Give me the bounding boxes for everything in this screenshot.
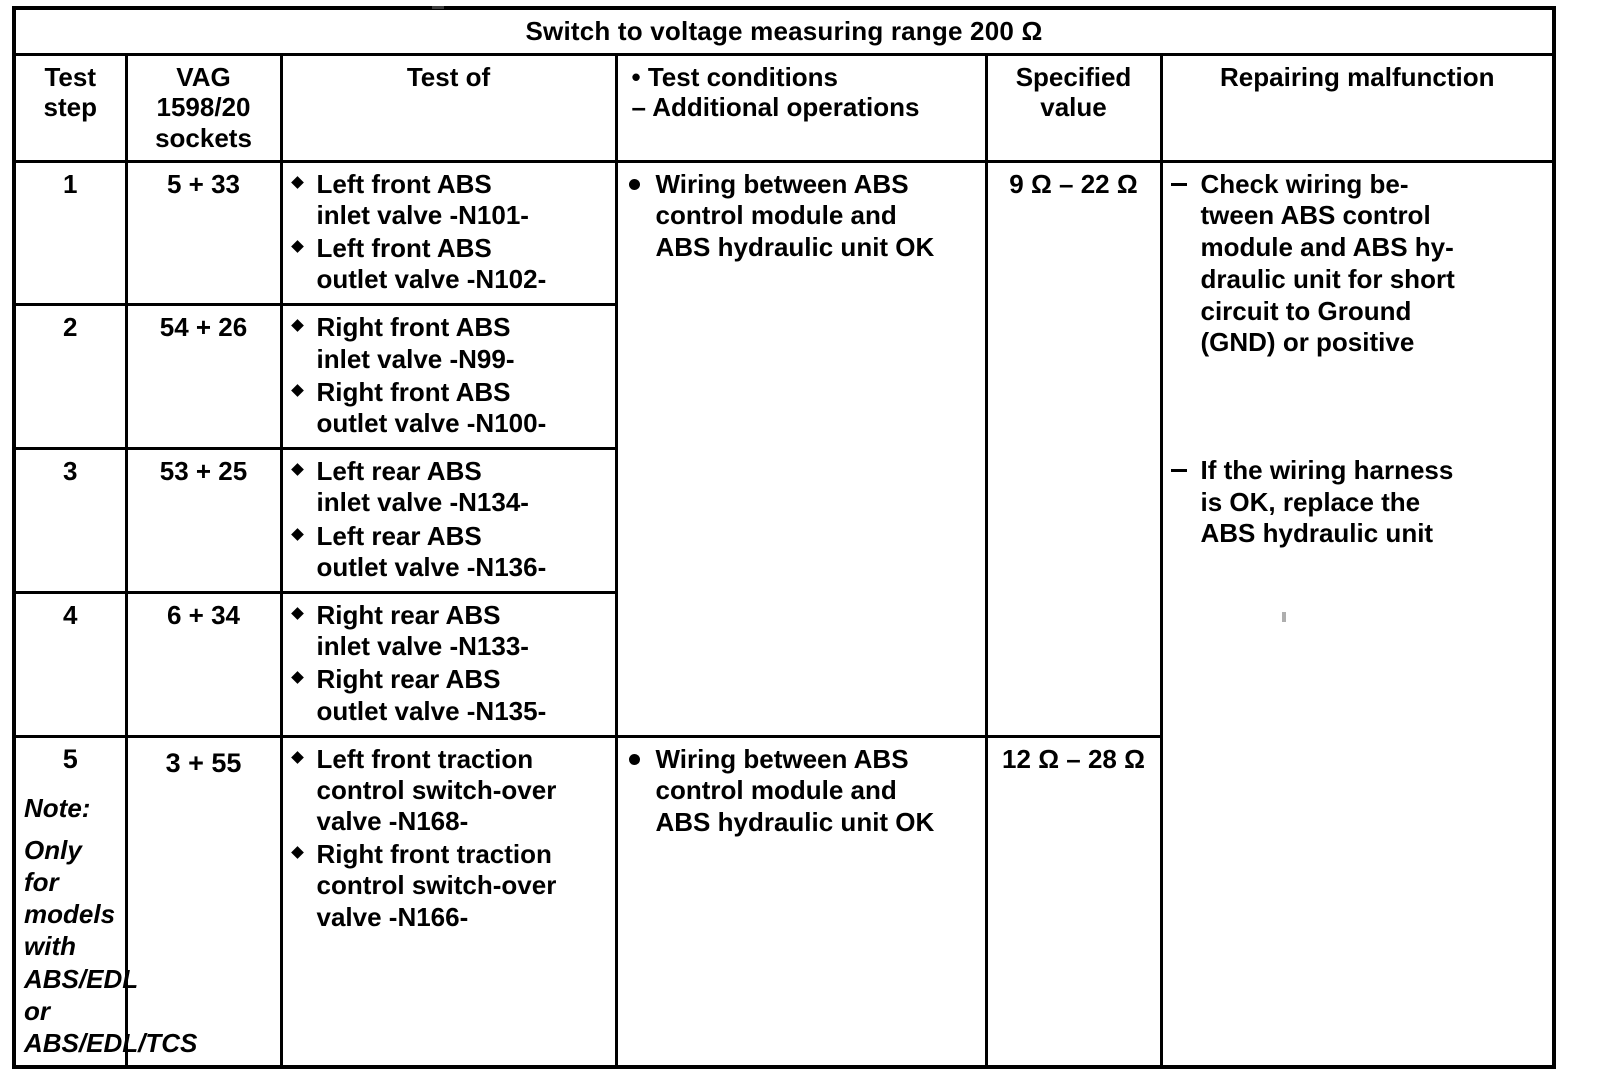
list-item-line: inlet valve -N134- bbox=[316, 487, 529, 518]
cell-test-of bbox=[281, 161, 616, 305]
note-line: with ABS/EDL or bbox=[24, 931, 138, 1026]
cell-vag-sockets: 6 + 34 bbox=[126, 592, 281, 736]
cell-vag-sockets: 54 + 26 bbox=[126, 305, 281, 449]
condition-line: control module and bbox=[655, 200, 897, 231]
test-of-list bbox=[291, 312, 607, 439]
repair-line: module and ABS hy- bbox=[1200, 232, 1454, 263]
repair-item-1 bbox=[1171, 169, 1545, 359]
condition-line: ABS hydraulic unit OK bbox=[655, 232, 935, 263]
list-item bbox=[291, 169, 607, 231]
list-item-line: Right front ABS bbox=[316, 312, 511, 343]
condition-line: ABS hydraulic unit OK bbox=[655, 807, 935, 838]
list-item-line: Left rear ABS bbox=[316, 456, 482, 487]
condition-line: control module and bbox=[655, 775, 897, 806]
list-item-line: control switch-over bbox=[316, 870, 557, 901]
scan-artifact-top bbox=[432, 6, 444, 9]
repair-line: tween ABS control bbox=[1200, 200, 1431, 231]
condition-line: Wiring between ABS bbox=[655, 743, 909, 774]
list-item-line: valve -N166- bbox=[316, 901, 469, 932]
header-line: Repairing malfunction bbox=[1220, 61, 1495, 92]
cell-test-step: 2 bbox=[14, 305, 126, 449]
header-line: – Additional operations bbox=[631, 92, 920, 123]
diamond-bullet-icon bbox=[291, 751, 304, 764]
cell-test-conditions-group1 bbox=[616, 161, 986, 736]
list-item bbox=[291, 744, 607, 838]
header-line: Specified bbox=[1015, 61, 1132, 92]
list-item-line: outlet valve -N102- bbox=[316, 264, 547, 295]
list-item-line: outlet valve -N135- bbox=[316, 695, 547, 726]
condition-item bbox=[626, 744, 977, 839]
note-block bbox=[24, 792, 198, 1060]
test-of-list bbox=[291, 456, 607, 583]
scan-artifact-comma bbox=[1282, 612, 1286, 622]
header-line: • Test conditions bbox=[631, 61, 839, 92]
list-item bbox=[291, 521, 607, 583]
cell-test-of bbox=[281, 736, 616, 1067]
list-item-line: valve -N168- bbox=[316, 806, 469, 837]
repair-line: (GND) or positive bbox=[1200, 327, 1415, 358]
repair-spacer bbox=[1171, 359, 1545, 455]
header-line: VAG bbox=[176, 61, 231, 92]
list-item bbox=[291, 377, 607, 439]
column-header-test-of bbox=[281, 54, 616, 161]
repair-line: circuit to Ground bbox=[1200, 295, 1412, 326]
column-header-test-conditions bbox=[616, 54, 986, 161]
repair-item-2 bbox=[1171, 455, 1545, 550]
page-title: Switch to voltage measuring range 200 Ω bbox=[14, 8, 1554, 54]
column-header-test-step bbox=[14, 54, 126, 161]
header-line: Test of bbox=[406, 61, 491, 92]
repair-line: ABS hydraulic unit bbox=[1200, 518, 1434, 549]
cell-vag-sockets: 3 + 55 bbox=[165, 747, 242, 778]
cell-test-conditions-group2 bbox=[616, 736, 986, 1067]
dash-bullet-icon bbox=[1171, 469, 1187, 472]
diamond-bullet-icon bbox=[291, 671, 304, 684]
column-header-specified-value bbox=[986, 54, 1161, 161]
list-item-line: Left front ABS bbox=[316, 233, 492, 264]
table-title-row bbox=[14, 8, 1554, 54]
cell-test-step-with-note bbox=[14, 736, 198, 1067]
cell-vag-sockets-wrapper bbox=[126, 736, 281, 1067]
list-item bbox=[291, 312, 607, 374]
header-line: 1598/20 bbox=[156, 92, 251, 123]
diamond-bullet-icon bbox=[291, 176, 304, 189]
cell-test-of bbox=[281, 592, 616, 736]
list-item bbox=[291, 839, 607, 933]
note-line: ABS/EDL/TCS bbox=[24, 1028, 198, 1059]
list-item-line: Right front traction bbox=[316, 839, 552, 870]
repair-line: Check wiring be- bbox=[1200, 168, 1409, 199]
list-item-line: Left front ABS bbox=[316, 168, 492, 199]
list-item-line: control switch-over bbox=[316, 774, 557, 805]
note-title: Note: bbox=[24, 792, 91, 823]
list-item-line: Right rear ABS bbox=[316, 599, 501, 630]
cell-test-step: 5 bbox=[62, 743, 78, 774]
list-item-line: Left front traction bbox=[316, 743, 534, 774]
header-line: Test bbox=[44, 61, 97, 92]
cell-test-step: 4 bbox=[14, 592, 126, 736]
table-row bbox=[14, 161, 1554, 305]
list-item-line: Left rear ABS bbox=[316, 520, 482, 551]
list-item-line: inlet valve -N99- bbox=[316, 343, 515, 374]
list-item bbox=[291, 600, 607, 662]
diamond-bullet-icon bbox=[291, 240, 304, 253]
test-of-list bbox=[291, 744, 607, 933]
cell-test-step: 1 bbox=[14, 161, 126, 305]
cell-specified-value-group1: 9 Ω – 22 Ω bbox=[986, 161, 1161, 736]
condition-line: Wiring between ABS bbox=[655, 168, 909, 199]
condition-item bbox=[626, 169, 977, 264]
diamond-bullet-icon bbox=[291, 320, 304, 333]
cell-vag-sockets: 5 + 33 bbox=[126, 161, 281, 305]
test-of-list bbox=[291, 169, 607, 296]
diamond-bullet-icon bbox=[291, 846, 304, 859]
list-item-line: Right front ABS bbox=[316, 376, 511, 407]
test-of-list bbox=[291, 600, 607, 727]
repair-line: draulic unit for short bbox=[1200, 263, 1455, 294]
header-line: sockets bbox=[155, 123, 252, 154]
round-bullet-icon bbox=[629, 754, 640, 765]
list-item-line: inlet valve -N133- bbox=[316, 631, 529, 662]
cell-test-of bbox=[281, 305, 616, 449]
note-line: Only for models bbox=[24, 834, 116, 930]
list-item-line: outlet valve -N100- bbox=[316, 408, 547, 438]
diamond-bullet-icon bbox=[291, 528, 304, 541]
test-table bbox=[12, 6, 1556, 1069]
header-line: step bbox=[43, 92, 97, 123]
list-item-line: Right rear ABS bbox=[316, 664, 501, 695]
list-item-line: outlet valve -N136- bbox=[316, 551, 547, 582]
cell-specified-value-group2: 12 Ω – 28 Ω bbox=[986, 736, 1161, 1067]
list-item bbox=[291, 233, 607, 295]
diamond-bullet-icon bbox=[291, 463, 304, 476]
column-header-vag-sockets bbox=[126, 54, 281, 161]
header-line: value bbox=[1040, 92, 1107, 123]
column-header-repairing-malfunction bbox=[1161, 54, 1554, 161]
cell-test-step: 3 bbox=[14, 449, 126, 593]
diamond-bullet-icon bbox=[291, 607, 304, 620]
cell-test-of bbox=[281, 449, 616, 593]
diamond-bullet-icon bbox=[291, 384, 304, 397]
repair-line: If the wiring harness bbox=[1200, 455, 1454, 485]
list-item bbox=[291, 456, 607, 518]
round-bullet-icon bbox=[629, 179, 640, 190]
repair-line: is OK, replace the bbox=[1200, 486, 1421, 517]
cell-repairing-malfunction bbox=[1161, 161, 1554, 1067]
list-item-line: inlet valve -N101- bbox=[316, 199, 529, 230]
dash-bullet-icon bbox=[1171, 183, 1187, 186]
table-header-row bbox=[14, 54, 1554, 161]
list-item bbox=[291, 664, 607, 726]
cell-vag-sockets: 53 + 25 bbox=[126, 449, 281, 593]
